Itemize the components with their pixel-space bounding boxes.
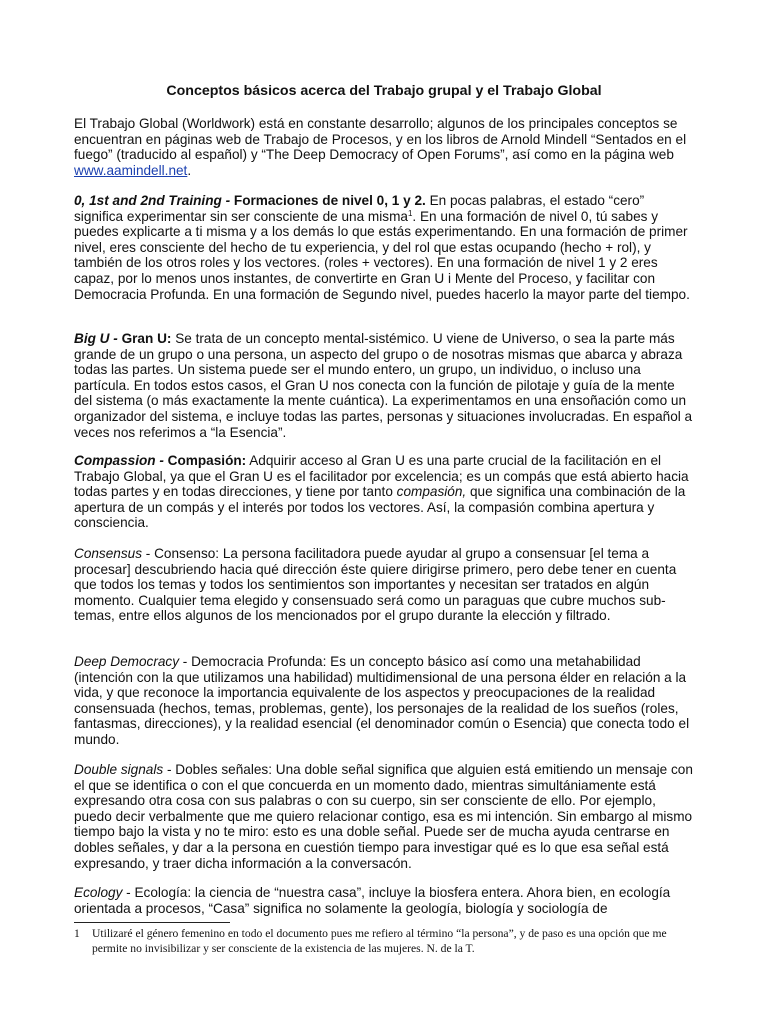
training-paragraph: 0, 1st and 2nd Training - Formaciones de nivel 0, 1 y 2. En pocas palabras, el estado “cero” significa experimentar sin ser consciente de una misma$^1$. En una formación de nivel 0, tú sabes y puedes explicarte a ti misma y a los demás lo que estás experimentando. En una formación de primer nivel, eres consciente del hecho de tu experiencia, y del rol que estas ocupando (hecho + rol), y también de los otros roles y los vectores. (roles + vectores). En una formación de nivel 1 y 2 eres capaz, por lo menos unos instantes, de convertirte en Gran U i Mente del Proceso, y facilitar con Democracia Profunda. En una formación de Segundo nivel, puedes hacerlo la mayor parte del tiempo. [74, 193, 690, 302]
footnote-number: 1 [74, 927, 80, 940]
term-ecology: Ecology [74, 885, 123, 900]
double-signals-paragraph: Double signals - Dobles señales: Una doble señal significa que alguien está emitiendo un mensaje con el que se identifica o con el que concuerda en un momento dado, mientras simultániamente está expresando otra cosa con sus palabras o con su cuerpo, sin ser consciente de ello. Por ejemplo, puedo decir verbalmente que me quiero relacionar contigo, esa es mi intención. Sin embargo al mismo tiempo bajo la vista y no te miro: esto es una doble señal. Puede ser de mucha ayuda centrarse en dobles señales, y dar a la persona en cuestión tiempo para investigar qué es lo que esa señal está expresando, y traer dicha información a la conversacón. [74, 762, 693, 871]
page-title: Conceptos básicos acerca del Trabajo grupal y el Trabajo Global [166, 83, 602, 99]
footnote-text: Utilizaré el género femenino en todo el documento pues me refiero al término “la persona”, y de paso es una opción que me permite no invisibilizar y ser consciente de la existencia de las mujeres. N. de la T. [92, 927, 667, 955]
compassion-paragraph: Compassion - Compasión: Adquirir acceso al Gran U es una parte crucial de la facilitación en el Trabajo Global, ya que el Gran U es el facilitador por excelencia; es un compás que está abierto hacia todas partes y en todas direcciones, y tiene por tanto compasión, que significa una combinación de la apertura de un compás y el interés por todos los vectores. Así, la compasión combina apertura y consciencia. [74, 453, 689, 531]
term-big-u-es: Gran U: [117, 331, 172, 346]
footnote-ref[interactable]: 1 [407, 208, 413, 218]
term-compassion: Compassion - [74, 453, 164, 468]
ecology-paragraph: Ecology - Ecología: la ciencia de “nuestra casa”, incluye la biosfera entera. Ahora bien, en ecología orientada a procesos, “Casa” significa no solamente la geología, biología y sociología de [74, 885, 671, 916]
intro-paragraph: El Trabajo Global (Worldwork) está en constante desarrollo; algunos de los principales conceptos se encuentran en páginas web de Trabajo de Procesos, y en los libros de Arnold Mindell “Sentados en el fuego” (traducido al español) y “The Deep Democracy of Open Forums”, así como en la página web www.aamindell.net. [74, 116, 687, 178]
term-big-u: Big U - [74, 331, 118, 346]
term-double-signals: Double signals [74, 762, 164, 777]
term-compassion-es: Compasión: [163, 453, 247, 468]
footnote-divider [74, 922, 230, 923]
intro-text: El Trabajo Global (Worldwork) está en constante desarrollo; algunos de los principales conceptos se encuentran en páginas web de Trabajo de Procesos, y en los libros de Arnold Mindell “Sentados en el fuego” (traducido al español) y “The Deep Democracy of Open Forums”, así como en la página web [74, 116, 687, 163]
big-u-paragraph: Big U - Gran U: Se trata de un concepto mental-sistémico. U viene de Universo, o sea la parte más grande de un grupo o una persona, un aspecto del grupo o de nosotras mismas que abarca y abraza todas las partes. Un sistema puede ser el mundo entero, un grupo, un individuo, o incluso una partícula. En todos estos casos, el Gran U nos conecta con la función de pilotaje y guía de la mente del sistema (o más exactamente la mente cuántica). La experimentamos en una ensoñación como un organizador del sistema, e incluye todas las partes, personas y situaciones involucradas. En español a veces nos referimos a “la Esencia”. [74, 331, 693, 440]
term-training-es: Formaciones de nivel 0, 1 y 2. [230, 193, 426, 208]
term-deep-democracy: Deep Democracy [74, 654, 180, 669]
deep-democracy-paragraph: Deep Democracy - Democracia Profunda: Es un concepto básico así como una metahabilidad (intención con la que utilizamos una habilidad) multidimensional de una persona élder en relación a la vida, y que reconoce la importancia equivalente de los aspectos y preocupaciones de la realidad consensuada (hechos, temas, problemas, gente), los personajes de la realidad de los sueños (roles, fantasmas, direcciones), y la realidad esencial (el denominador común o Esencia) que conecta todo el mundo. [74, 654, 690, 747]
consensus-paragraph: Consensus - Consenso: La persona facilitadora puede ayudar al grupo a consensuar [el tema a procesar] descubriendo hacia qué dirección éste quiere dirigirse primero, pero debe tener en cuenta que todos los temas y todos los sentimientos son importantes y necesitan ser tratados en algún momento. Cualquier tema elegido y consensuado será como un paraguas que cubre muchos sub-temas, entre ellos algunos de los mencionados por el grupo durante la elección y filtrado. [74, 546, 677, 624]
term-consensus: Consensus [74, 546, 143, 561]
website-link[interactable]: www.aamindell.net [74, 162, 188, 178]
term-training: 0, 1st and 2nd Training - [74, 193, 231, 208]
